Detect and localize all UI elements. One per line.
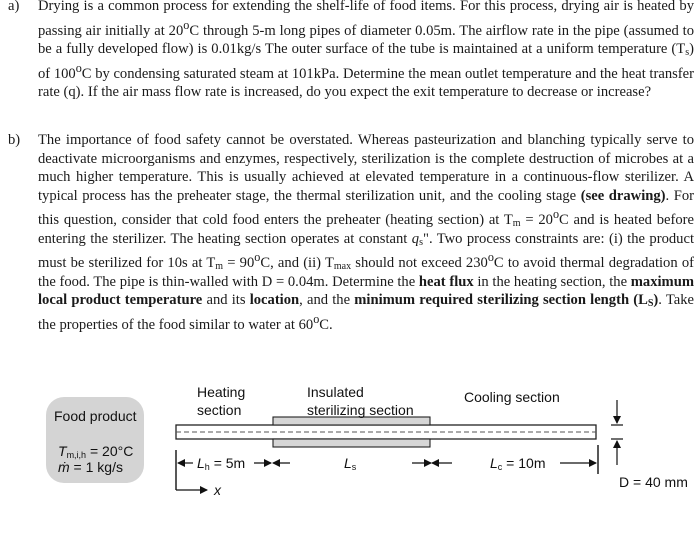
qb-bold-heat-flux: heat flux xyxy=(418,273,474,290)
heating-section-label xyxy=(197,383,245,419)
qb-degree-1: o xyxy=(552,207,560,222)
qb-text-8: should not exceed 230 xyxy=(351,255,488,272)
mass-flow-symbol: ṁ xyxy=(58,459,70,475)
question-b-label: b) xyxy=(8,132,21,148)
qb-q-symbol: q xyxy=(411,230,420,247)
qa-text-1: Drying is a common process for extending the shelf-life of food items. For this process, drying air is heated by passing air initially at 20 xyxy=(38,0,694,39)
qb-sub-m2: m xyxy=(215,261,224,273)
qb-bold-min-length-text: minimum required sterilizing section length (L xyxy=(354,292,648,309)
ls-label xyxy=(344,455,356,471)
x-axis-label xyxy=(214,482,221,498)
lc-symbol: L xyxy=(490,455,498,471)
lh-label xyxy=(197,455,245,471)
lh-value: = 5m xyxy=(209,455,246,471)
qb-text-10: in the heating section, the xyxy=(473,273,631,290)
qa-degree-1: o xyxy=(183,17,190,32)
heating-section-line-1: Heating xyxy=(197,384,246,400)
qb-degree-3: o xyxy=(487,250,494,265)
lc-label xyxy=(490,455,546,471)
qb-text-3: = 20 xyxy=(520,212,553,229)
qb-text-13: . Take the properties of the food similar to water at 60 xyxy=(38,292,694,333)
inlet-temp-symbol: T xyxy=(58,443,67,459)
qb-bold-see-drawing: (see drawing) xyxy=(580,187,666,204)
qa-text-2: C through 5-m long pipes of diameter 0.05m. The airflow rate in the pipe (assumed to be a fully developed flow) is 0.01kg/s The outer surface of the tube is maintained at a uniform temperature (T xyxy=(38,22,694,58)
qb-q-prime: " xyxy=(422,230,429,247)
qb-bold-min-length-sub: S xyxy=(647,298,654,310)
qb-text-2: . For this question, consider that cold food enters the preheater (heating section) at T xyxy=(38,187,695,229)
diameter-label: D = 40 mm xyxy=(619,474,688,490)
question-a-label: a) xyxy=(8,0,20,14)
x-axis-symbol: x xyxy=(214,482,221,498)
qb-sub-max: max xyxy=(333,261,352,273)
qb-text-6: = 90 xyxy=(223,255,255,272)
insulated-line-2: sterilizing section xyxy=(307,402,414,418)
qa-text-3: ) of 100 xyxy=(38,41,694,82)
mass-flow-value: = 1 kg/s xyxy=(69,459,123,475)
insulated-line-1: Insulated xyxy=(307,384,364,400)
qb-degree-2: o xyxy=(254,250,261,265)
qb-bold-location: location xyxy=(249,292,300,309)
inlet-temp-sub: m,i,h xyxy=(66,450,87,460)
qb-degree-4: o xyxy=(313,312,320,327)
qb-text-4: C and is heated before entering the sterilizer. The heating section operates at constant xyxy=(38,212,695,247)
ls-symbol: L xyxy=(344,455,352,471)
qb-text-5: . Two process constraints are: (i) the product must be sterilized for 10s at T xyxy=(38,230,694,272)
qa-sub-s: s xyxy=(685,47,690,59)
inlet-temperature-label xyxy=(58,443,133,459)
qb-text-11: and its xyxy=(202,292,250,309)
inlet-temp-value: = 20°C xyxy=(86,443,134,459)
mass-flow-label xyxy=(58,459,123,475)
qa-degree-2: o xyxy=(75,60,82,75)
qb-text-14: C. xyxy=(319,316,333,333)
lc-value: = 10m xyxy=(502,455,546,471)
lh-sub: h xyxy=(204,462,210,472)
qb-bold-min-length-end: ) xyxy=(653,292,659,309)
lc-sub: c xyxy=(497,462,503,472)
qa-text-4: C by condensing saturated steam at 101kPa. Determine the mean outlet temperature and the heat transfer rate (q). If the air mass flow rate is increased, do you expect the exit temperature to decrease or increase? xyxy=(38,65,694,101)
qb-text-7: C, and (ii) T xyxy=(260,255,334,272)
lh-symbol: L xyxy=(197,455,205,471)
qb-text-12: , and the xyxy=(299,292,355,309)
qb-text-9: C to avoid thermal degradation of the food. The pipe is thin-walled with D = 0.04m. Determine the xyxy=(38,255,694,290)
cooling-section-label: Cooling section xyxy=(464,389,560,405)
qb-bold-max-local-temp: maximum local product temperature xyxy=(38,273,694,309)
qb-sub-m1: m xyxy=(512,218,521,230)
heating-section-line-2: section xyxy=(197,402,242,418)
food-product-label: Food product xyxy=(54,408,137,424)
insulation-bottom xyxy=(273,439,430,447)
insulated-section-label xyxy=(307,383,414,419)
qb-text-1: The importance of food safety cannot be overstated. Whereas pasteurization and blanching typically serve to deactivate microorganisms and enzymes, respectively, sterilization is the complete destruction of microbes at a much higher temperature. This is usually achieved at elevated temperature in a continuous-flow sterilizer. A typical process has the preheater stage, the thermal sterilization unit, and the cooling stage xyxy=(38,132,694,204)
ls-sub: s xyxy=(351,462,357,472)
qb-q-sub: s xyxy=(419,236,423,248)
